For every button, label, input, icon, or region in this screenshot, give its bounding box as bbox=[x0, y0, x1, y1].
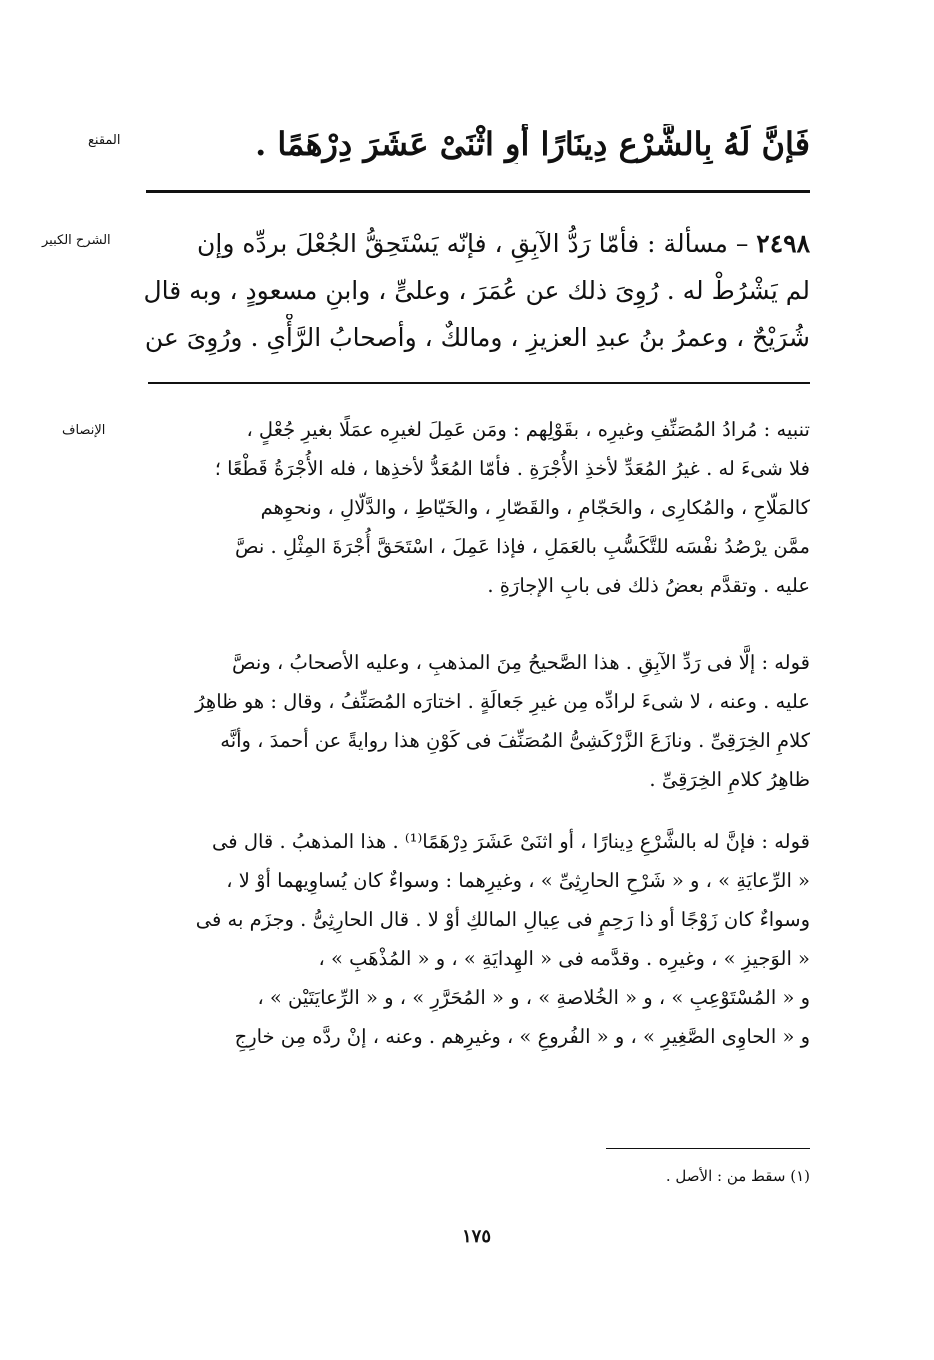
insaf-para-3 bbox=[142, 822, 810, 1056]
insaf-p3-line: قوله : فإنَّ له بالشَّرْعِ دِينارًا ، أو اثنَىْ عَشَرَ دِرْهَمًا⁽¹⁾ . هذا المذهبُ . قال فى bbox=[212, 830, 810, 853]
insaf-p2-line: عليه . وعنه ، لا شىءَ لرادِّه مِن غيرِ جَعالَةٍ . اختارَه المُصَنِّفُ ، وقال : هو ظاهِرُ bbox=[195, 690, 810, 713]
muqni-text: فَإِنَّ لَهُ بِالشَّرْعِ دِينَارًا أَوِ اثْنَىْ عَشَرَ دِرْهَمًا . bbox=[255, 125, 810, 163]
insaf-p3-line: « الوَجيزِ » ، وغيرِه . وقدَّمه فى « الهِدايَةِ » ، و « المُذْهَبِ » ، bbox=[318, 947, 810, 970]
insaf-p2-line: كلامِ الخِرَقِىِّ . ونازَعَ الزَّرْكَشِىُّ المُصَنِّفَ فى كَوْنِ هذا روايةً عن أحمدَ ، وأنَّه bbox=[220, 729, 810, 752]
insaf-p3-line: وسواءٌ كان زَوْجًا أو ذا رَحِمٍ فى عِيالِ المالكِ أوْ لا . قال الحارِثِىُّ . وجزَم به فى bbox=[195, 908, 810, 931]
muqni-section bbox=[142, 124, 810, 164]
page-number: ١٧٥ bbox=[462, 1226, 492, 1247]
margin-label-insaf: الإنصاف bbox=[62, 423, 106, 438]
insaf-para-2 bbox=[142, 643, 810, 799]
insaf-p1-line: كالمَلّاحِ ، والمُكارِى ، والحَجّامِ ، والقَصّارِ ، والخَيّاطِ ، والدَّلّالِ ، ونحوِهم bbox=[260, 496, 810, 519]
footnote: (١) سقط من : الأصل . bbox=[665, 1167, 810, 1185]
insaf-p1-line: فلا شىءَ له . غيرُ المُعَدِّ لأخذِ الأُجْرَةِ . فأمّا المُعَدُّ لأخذِها ، فله الأُجْرَةُ قَطْعًا ؛ bbox=[214, 457, 810, 480]
insaf-p3-line: « الرِّعايَةِ » ، و « شَرْحِ الحارِثِىِّ » ، وغيرِهما : وسواءٌ كان يُساوِيهما أوْ لا ، bbox=[226, 869, 810, 892]
margin-label-sharh: الشرح الكبير bbox=[42, 233, 111, 248]
sharh-line-2: لم يَشْرُطْ له . رُوِىَ ذلك عن عُمَرَ ، وعلىٍّ ، وابنِ مسعودٍ ، وبه قال bbox=[143, 276, 810, 305]
insaf-para-1 bbox=[142, 410, 810, 605]
insaf-p3-line: و « المُسْتَوْعِبِ » ، و « الخُلاصةِ » ، و « المُحَرَّرِ » ، و « الرِّعايَتَيْن » ، bbox=[257, 986, 810, 1009]
insaf-p3-line: و « الحاوِى الصَّغِيرِ » ، و « الفُروعِ » ، وغيرِهم . وعنه ، إنْ ردَّه مِن خارِجِ bbox=[234, 1025, 810, 1048]
insaf-p1-line: تنبيه : مُرادُ المُصَنِّفِ وغيرِه ، بقَوْلِهم : ومَن عَمِلَ لغيرِه عمَلًا بغيرِ جُعْلٍ ، bbox=[246, 418, 810, 441]
sharh-line-1-text: – مسألة : فأمّا رَدُّ الآبِقِ ، فإنّه يَسْتَحِقُّ الجُعْلَ بردِّه وإن bbox=[197, 229, 749, 258]
insaf-p2-line: قوله : إلَّا فى رَدِّ الآبِقِ . هذا الصَّحيحُ مِنَ المذهبِ ، وعليه الأصحابُ ، ونصَّ bbox=[232, 651, 810, 674]
section-divider-thick bbox=[146, 190, 810, 193]
insaf-p1-line: عليه . وتقدَّم بعضُ ذلك فى بابِ الإجارَةِ . bbox=[487, 574, 810, 597]
footnote-divider bbox=[606, 1148, 810, 1149]
sharh-line-3: شُرَيْحٌ ، وعمرُ بنُ عبدِ العزيزِ ، ومالكٌ ، وأصحابُ الرَّأْىِ . ورُوِىَ عن bbox=[144, 323, 810, 352]
insaf-p2-line: ظاهِرُ كلامِ الخِرَقِىِّ . bbox=[649, 768, 810, 791]
insaf-p1-line: ممَّن يرْصُدُ نفْسَه للتَّكَسُّبِ بالعَمَلِ ، فإذا عَمِلَ ، اسْتَحَقَّ أُجْرَةَ المِثْلِ . نصَّ bbox=[235, 535, 810, 558]
margin-label-muqni: المقنع bbox=[88, 133, 121, 148]
issue-number: ٢٤٩٨ bbox=[756, 229, 810, 258]
sharh-line-1 bbox=[142, 220, 810, 267]
sharh-section bbox=[142, 220, 810, 361]
section-divider bbox=[148, 382, 810, 384]
